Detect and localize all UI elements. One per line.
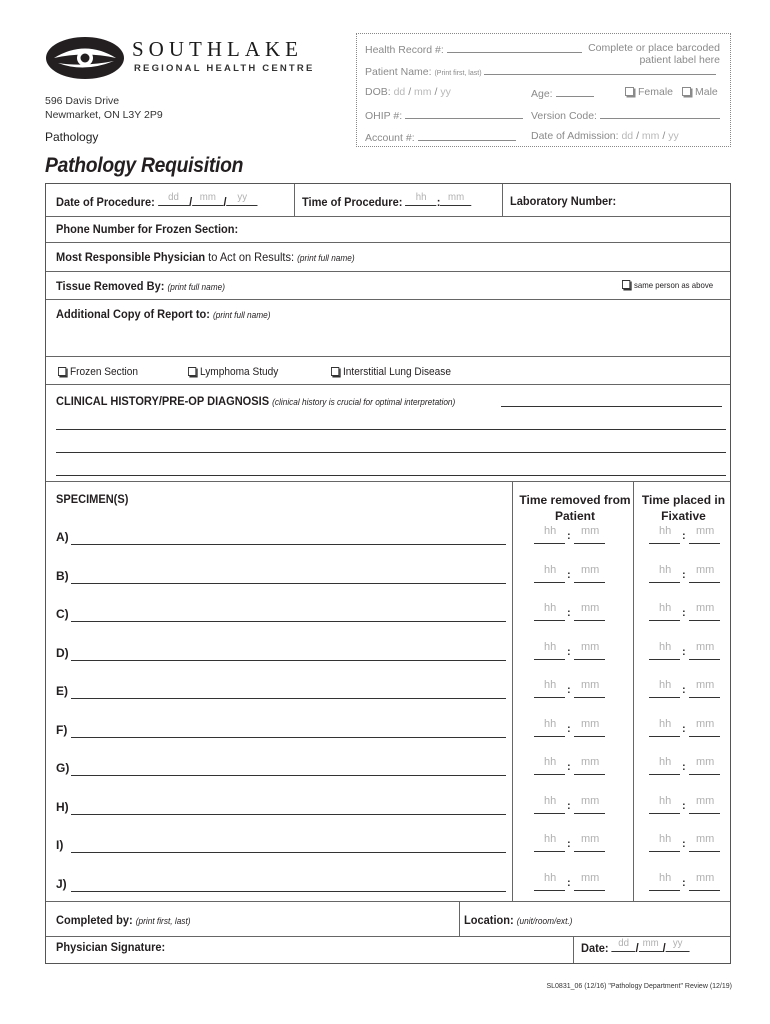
time-placed-input[interactable]: hh mm : — [649, 756, 721, 775]
specimen-letter: H) — [56, 799, 69, 814]
admission-date-field[interactable]: Date of Admission: dd / mm / yy — [531, 130, 679, 142]
specimen-input[interactable] — [71, 775, 506, 776]
specimen-row[interactable] — [46, 758, 730, 796]
same-person-option[interactable]: same person as above — [622, 280, 713, 290]
physician-signature-label: Physician Signature: — [56, 940, 166, 954]
frozen-section-checkbox[interactable] — [58, 367, 66, 376]
specimen-input[interactable] — [71, 814, 506, 815]
patient-name-label: Patient Name: — [365, 66, 432, 78]
completed-by-label: Completed by: — [56, 913, 133, 927]
specimen-row[interactable] — [46, 871, 730, 912]
location-label: Location: — [464, 913, 514, 927]
time-removed-input[interactable]: hh mm : — [534, 564, 606, 583]
dob-label: DOB: — [365, 86, 391, 98]
clinical-line[interactable] — [56, 475, 726, 476]
form-footer: SL0831_06 (12/16) "Pathology Department" Review (12/19) — [546, 983, 732, 990]
health-record-field[interactable] — [365, 42, 582, 56]
address-line-1: 596 Davis Drive — [45, 95, 120, 107]
specimen-letter: J) — [56, 876, 67, 891]
time-placed-input[interactable]: hh mm : — [649, 602, 721, 621]
time-removed-input[interactable]: hh mm : — [534, 602, 606, 621]
date-of-procedure-field[interactable]: Date of Procedure: dd / mm / yy — [56, 194, 258, 209]
specimen-row[interactable] — [46, 681, 730, 719]
tissue-removed-field[interactable]: Tissue Removed By: (print full name) — [56, 279, 226, 293]
phone-frozen-label: Phone Number for Frozen Section: — [56, 222, 239, 236]
date-of-procedure-label: Date of Procedure: — [56, 195, 155, 209]
time-removed-input[interactable]: hh mm : — [534, 641, 606, 660]
patient-name-hint: (Print first, last) — [434, 70, 482, 77]
time-removed-input[interactable]: hh mm : — [534, 679, 606, 698]
clinical-line[interactable] — [56, 429, 726, 430]
time-removed-input[interactable]: hh mm : — [534, 872, 606, 891]
time-placed-header: Time placed in Fixative — [641, 493, 726, 523]
tissue-removed-label: Tissue Removed By: — [56, 279, 165, 293]
age-field[interactable] — [531, 86, 594, 100]
version-code-field[interactable] — [531, 108, 720, 122]
specimen-letter: A) — [56, 530, 69, 544]
specimen-row[interactable] — [46, 794, 730, 835]
time-removed-header: Time removed from Patient — [519, 493, 631, 523]
time-placed-input[interactable]: hh mm : — [649, 833, 721, 852]
time-placed-input[interactable]: hh mm : — [649, 641, 721, 660]
time-removed-input[interactable]: hh mm : — [534, 795, 606, 814]
account-label: Account #: — [365, 132, 415, 144]
interstitial-lung-checkbox[interactable] — [331, 367, 339, 376]
specimen-letter: E) — [56, 684, 68, 698]
clinical-history-label: CLINICAL HISTORY/PRE-OP DIAGNOSIS — [56, 394, 270, 408]
additional-copy-label: Additional Copy of Report to: — [56, 307, 210, 321]
specimen-input[interactable] — [71, 660, 506, 661]
laboratory-number-field[interactable] — [510, 194, 616, 208]
specimen-letter: C) — [56, 607, 69, 621]
ohip-label: OHIP #: — [365, 110, 403, 122]
account-field[interactable] — [365, 130, 516, 144]
address-line-2: Newmarket, ON L3Y 2P9 — [45, 109, 163, 121]
phone-frozen-field[interactable] — [56, 222, 238, 236]
specimen-input[interactable] — [71, 621, 506, 622]
time-placed-input[interactable]: hh mm : — [649, 872, 721, 891]
specimen-input[interactable] — [71, 583, 506, 584]
laboratory-number-label: Laboratory Number: — [510, 194, 617, 208]
female-checkbox[interactable] — [625, 87, 634, 96]
patient-label-box[interactable] — [356, 33, 731, 147]
admission-date-label: Date of Admission: — [531, 130, 619, 142]
physician-signature-field[interactable] — [56, 940, 165, 954]
org-subtitle: REGIONAL HEALTH CENTRE — [134, 63, 315, 74]
most-responsible-field[interactable]: Most Responsible Physician to Act on Results: (print full name) — [56, 250, 355, 264]
southlake-logo-icon — [44, 33, 126, 83]
specimen-row[interactable] — [46, 717, 730, 758]
specimen-input[interactable] — [71, 891, 506, 892]
specimen-letter: D) — [56, 645, 69, 660]
female-option[interactable]: Female — [625, 86, 673, 98]
dob-field[interactable]: DOB: dd / mm / yy — [365, 86, 451, 98]
time-placed-input[interactable]: hh mm : — [649, 564, 721, 583]
health-record-label: Health Record #: — [365, 44, 444, 56]
specimen-row[interactable] — [46, 640, 730, 681]
most-responsible-label: Most Responsible Physician — [56, 250, 206, 264]
specimen-letter: F) — [56, 722, 68, 737]
time-placed-input[interactable]: hh mm : — [649, 718, 721, 737]
time-placed-input[interactable]: hh mm : — [649, 795, 721, 814]
clinical-line[interactable] — [56, 452, 726, 453]
specimen-input[interactable] — [71, 852, 506, 853]
time-of-procedure-label: Time of Procedure: — [302, 195, 403, 209]
requisition-form — [45, 183, 731, 964]
org-name: SOUTHLAKE — [132, 37, 303, 61]
frozen-section-option[interactable]: Frozen Section — [58, 366, 138, 378]
date-field[interactable]: Date: dd / mm / yy — [581, 940, 690, 955]
lymphoma-study-checkbox[interactable] — [188, 367, 196, 376]
lymphoma-study-option[interactable]: Lymphoma Study — [188, 366, 278, 378]
completed-by-field[interactable]: Completed by: (print first, last) — [56, 913, 191, 927]
time-placed-input[interactable]: hh mm : — [649, 525, 721, 544]
date-label: Date: — [581, 941, 609, 955]
time-removed-input[interactable]: hh mm : — [534, 525, 606, 544]
specimen-row[interactable] — [46, 835, 730, 873]
time-removed-input[interactable]: hh mm : — [534, 756, 606, 775]
time-placed-input[interactable]: hh mm : — [649, 679, 721, 698]
specimen-input[interactable] — [71, 698, 506, 699]
page-title: Pathology Requisition — [45, 154, 244, 177]
version-code-label: Version Code: — [531, 110, 597, 122]
specimen-input[interactable] — [71, 737, 506, 738]
same-person-checkbox[interactable] — [622, 280, 630, 289]
interstitial-lung-option[interactable]: Interstitial Lung Disease — [331, 366, 451, 378]
specimen-row[interactable] — [46, 527, 730, 565]
additional-copy-field[interactable]: Additional Copy of Report to: (print full name) — [56, 307, 271, 321]
department-name: Pathology — [45, 130, 99, 144]
male-option[interactable]: Male — [682, 86, 718, 98]
specimen-row[interactable] — [46, 604, 730, 642]
ohip-field[interactable] — [365, 108, 523, 122]
specimen-letter: B) — [56, 568, 69, 583]
specimen-letter: G) — [56, 761, 70, 775]
specimen-input[interactable] — [71, 544, 506, 545]
patient-name-field[interactable] — [365, 64, 716, 78]
barcode-note: Complete or place barcoded patient label here — [588, 42, 720, 66]
location-field[interactable]: Location: (unit/room/ext.) — [464, 913, 573, 927]
age-label: Age: — [531, 88, 553, 100]
male-checkbox[interactable] — [682, 87, 691, 96]
specimen-letter: I) — [56, 838, 64, 852]
time-removed-input[interactable]: hh mm : — [534, 833, 606, 852]
time-of-procedure-field[interactable]: Time of Procedure: hh : mm — [302, 194, 472, 209]
specimens-header: SPECIMEN(S) — [56, 492, 129, 506]
clinical-history-field[interactable]: CLINICAL HISTORY/PRE-OP DIAGNOSIS (clinical history is crucial for optimal interpretation) — [56, 394, 456, 408]
specimen-row[interactable] — [46, 563, 730, 604]
time-removed-input[interactable]: hh mm : — [534, 718, 606, 737]
